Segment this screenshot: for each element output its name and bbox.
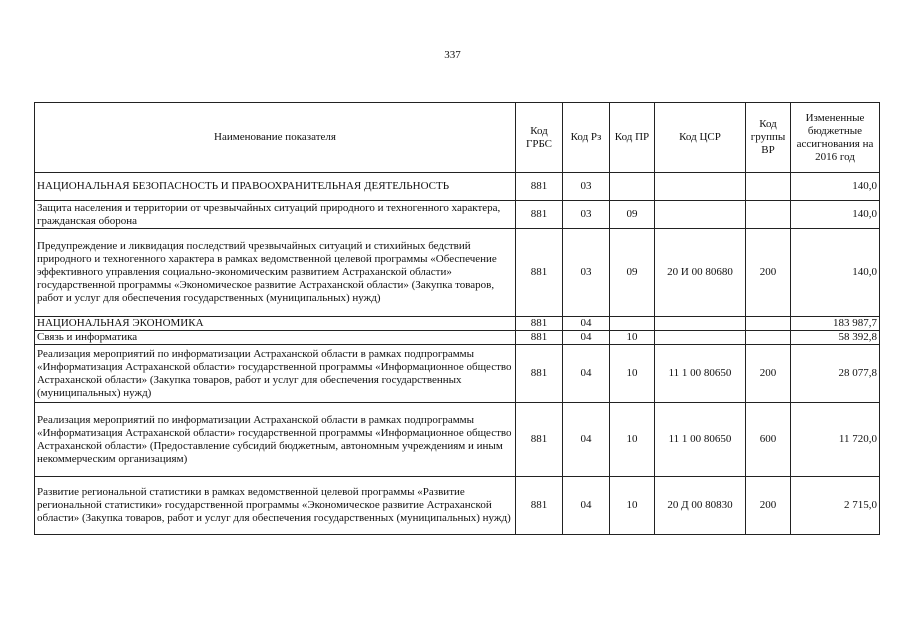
header-csr: Код ЦСР bbox=[655, 103, 746, 173]
row-vr bbox=[746, 201, 791, 229]
header-amount: Измененные бюджетные ассигнования на 2016 год bbox=[791, 103, 880, 173]
table-row bbox=[35, 229, 880, 317]
row-rz: 04 bbox=[563, 331, 610, 345]
row-amount: 58 392,8 bbox=[791, 331, 880, 345]
row-amount: 140,0 bbox=[791, 201, 880, 229]
row-rz: 03 bbox=[563, 229, 610, 317]
row-name: НАЦИОНАЛЬНАЯ ЭКОНОМИКА bbox=[35, 317, 516, 331]
row-grbs: 881 bbox=[516, 229, 563, 317]
row-rz: 04 bbox=[563, 403, 610, 477]
row-csr bbox=[655, 173, 746, 201]
table-row bbox=[35, 317, 880, 331]
row-pr: 10 bbox=[610, 345, 655, 403]
row-name: Развитие региональной статистики в рамках ведомственной целевой программы «Развитие региональной статистики» государственной программы «Экономическое развитие Астраханской области» (Закупка товаров, работ и услуг для обеспечения государственных (муниципальных) нужд) bbox=[35, 477, 516, 535]
row-pr bbox=[610, 317, 655, 331]
table-row bbox=[35, 173, 880, 201]
row-amount: 183 987,7 bbox=[791, 317, 880, 331]
row-rz: 04 bbox=[563, 345, 610, 403]
table-row bbox=[35, 331, 880, 345]
table-row bbox=[35, 201, 880, 229]
row-pr: 09 bbox=[610, 201, 655, 229]
page-number: 337 bbox=[444, 49, 461, 61]
row-rz: 03 bbox=[563, 173, 610, 201]
row-amount: 140,0 bbox=[791, 229, 880, 317]
row-rz: 03 bbox=[563, 201, 610, 229]
row-pr: 10 bbox=[610, 331, 655, 345]
row-amount: 28 077,8 bbox=[791, 345, 880, 403]
table-row bbox=[35, 477, 880, 535]
row-csr bbox=[655, 317, 746, 331]
row-grbs: 881 bbox=[516, 345, 563, 403]
row-csr bbox=[655, 331, 746, 345]
table-header-row bbox=[35, 103, 880, 173]
row-name: Реализация мероприятий по информатизации Астраханской области в рамках подпрограммы «Информатизация Астраханской области» государственной программы «Информационное общество Астраханской области» (Предоставление субсидий бюджетным, автономным учреждениям и иным некоммерческим организациям) bbox=[35, 403, 516, 477]
row-grbs: 881 bbox=[516, 477, 563, 535]
row-vr bbox=[746, 331, 791, 345]
row-grbs: 881 bbox=[516, 331, 563, 345]
row-pr: 09 bbox=[610, 229, 655, 317]
row-name: Реализация мероприятий по информатизации Астраханской области в рамках подпрограммы «Информатизация Астраханской области» государственной программы «Информационное общество Астраханской области» (Закупка товаров, работ и услуг для обеспечения государственных (муниципальных) нужд) bbox=[35, 345, 516, 403]
table-row bbox=[35, 345, 880, 403]
row-grbs: 881 bbox=[516, 403, 563, 477]
row-amount: 11 720,0 bbox=[791, 403, 880, 477]
row-amount: 2 715,0 bbox=[791, 477, 880, 535]
row-vr: 200 bbox=[746, 477, 791, 535]
row-vr: 200 bbox=[746, 229, 791, 317]
row-grbs: 881 bbox=[516, 317, 563, 331]
row-vr bbox=[746, 317, 791, 331]
row-amount: 140,0 bbox=[791, 173, 880, 201]
row-name: Защита населения и территории от чрезвычайных ситуаций природного и техногенного характера, гражданская оборона bbox=[35, 201, 516, 229]
budget-table bbox=[34, 102, 880, 535]
header-vr: Код группы ВР bbox=[746, 103, 791, 173]
row-vr: 600 bbox=[746, 403, 791, 477]
header-rz: Код Рз bbox=[563, 103, 610, 173]
row-vr: 200 bbox=[746, 345, 791, 403]
row-rz: 04 bbox=[563, 317, 610, 331]
header-grbs: Код ГРБС bbox=[516, 103, 563, 173]
row-vr bbox=[746, 173, 791, 201]
row-csr: 20 И 00 80680 bbox=[655, 229, 746, 317]
row-csr: 20 Д 00 80830 bbox=[655, 477, 746, 535]
row-name: Связь и информатика bbox=[35, 331, 516, 345]
row-name: Предупреждение и ликвидация последствий чрезвычайных ситуаций и стихийных бедствий природного и техногенного характера в рамках ведомственной целевой программы «Обеспечение эффективного управления социально-экономическим развитием Астраханской области» государственной программы «Экономическое развитие Астраханской области» (Закупка товаров, работ и услуг для обеспечения государственных (муниципальных) нужд) bbox=[35, 229, 516, 317]
row-rz: 04 bbox=[563, 477, 610, 535]
row-csr: 11 1 00 80650 bbox=[655, 403, 746, 477]
row-grbs: 881 bbox=[516, 201, 563, 229]
row-csr bbox=[655, 201, 746, 229]
row-csr: 11 1 00 80650 bbox=[655, 345, 746, 403]
row-pr: 10 bbox=[610, 477, 655, 535]
row-grbs: 881 bbox=[516, 173, 563, 201]
row-pr: 10 bbox=[610, 403, 655, 477]
header-name: Наименование показателя bbox=[35, 103, 516, 173]
row-name: НАЦИОНАЛЬНАЯ БЕЗОПАСНОСТЬ И ПРАВООХРАНИТЕЛЬНАЯ ДЕЯТЕЛЬНОСТЬ bbox=[35, 173, 516, 201]
row-pr bbox=[610, 173, 655, 201]
table-row bbox=[35, 403, 880, 477]
header-pr: Код ПР bbox=[610, 103, 655, 173]
